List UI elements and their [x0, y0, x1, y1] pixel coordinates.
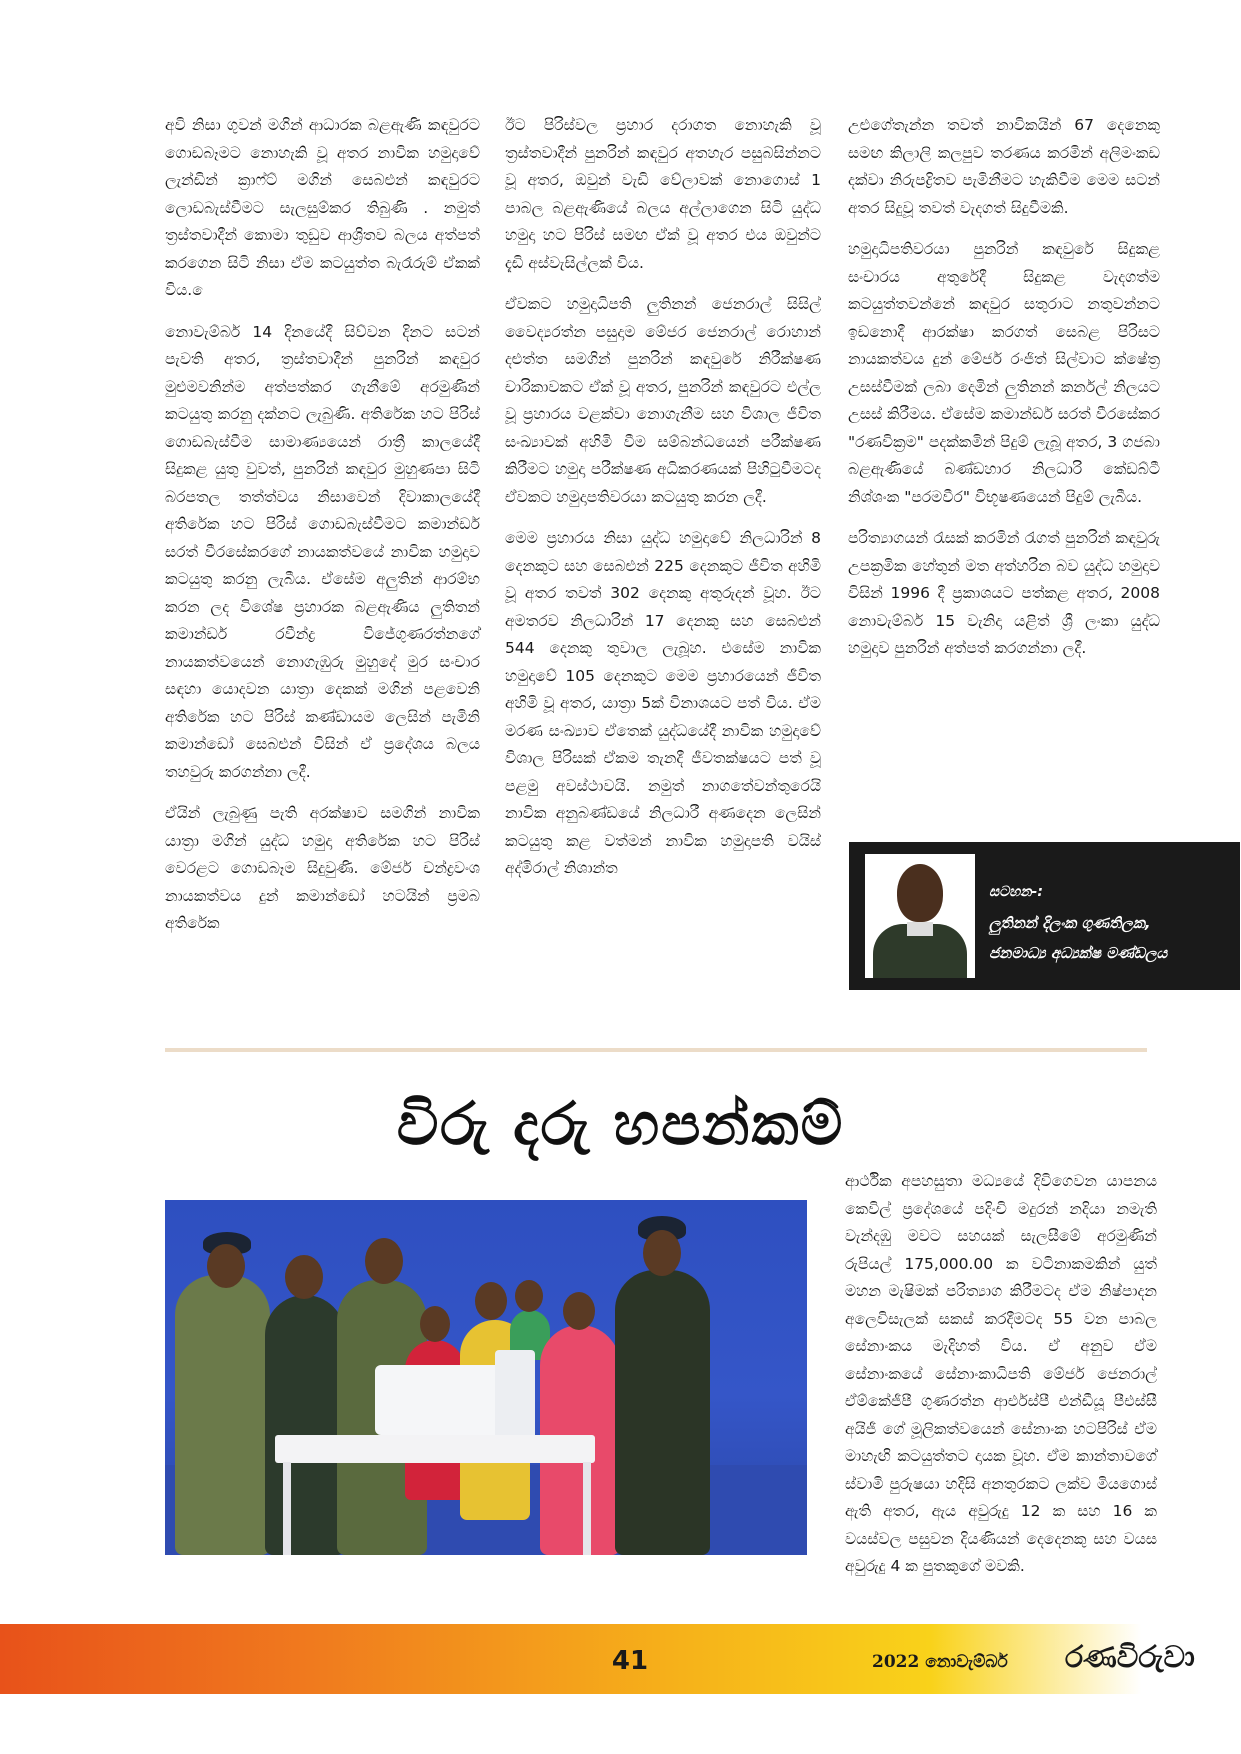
author-organization: ජනමාධ්‍ය අධ්‍යක්ෂ මණ්ඩලය — [989, 944, 1168, 962]
paragraph: ඒවකට හමුදාධිපති ලුතිනන් ජෙනරාල් සිසිල් වෛද්‍යරත්න පසුදාම මේජර ජෙනරාල් රොහාන් දළුත්ත සමගින් පුනරින් කඳවුරේ නිරීක්ෂණ චාරිකාවකට ඒක් වූ අතර, පුනරින් කඳවුරට එල්ල වූ ප්‍රහාරය වළක්වා නොගැනීම සහ විශාල ජීවිත සංඛ්‍යාවක් අහිමි වීම සම්බන්ධයෙන් පරීක්ෂණ කිරීමට හමුදා පරීක්ෂණ අධිකරණයක් පිහිටුවීමටද ඒවකට හමුදාපතිවරයා කටයුතු කරන ලදී. — [505, 295, 821, 506]
figure-head — [420, 1306, 450, 1342]
donation-photo — [165, 1200, 807, 1555]
figure-head — [207, 1244, 245, 1288]
caption-label: සටහන-: — [989, 884, 1043, 900]
article-column-1 — [165, 112, 480, 952]
paragraph: ආර්ථික අපහසුතා මධ්‍යයේ දිවිගෙවන යාපනය කෙවිල් ප්‍රදේශයේ පදිංචි මදුරන් නදියා නමැති වැන්දඹු මවට සහයක් සැලසීමේ අරමුණින් රුපියල් 175,000.00 ක වටිනාකමකින් යුත් මහන මැෂිමක් පරිත්‍යාග කිරීමටද ඒම නිෂ්පාදන අලෙවිසැලක් සකස් කරදීමටද 55 වන පාබල සේනාංකය මැදිහත් විය. ඒ අනුව ඒම සේනාංකයේ සේනාංකාධිපති මේජර් ජෙනරාල් ඒම්කේජීපී ගුණරත්න ආර්එස්පී එන්ඩීයූ පීඑස්සී අයිජී ගේ මූලිකත්වයෙන් සේනාංක හටපිරිස් ඒම මාහැඟි කටයුත්තට දායක වූහ. ඒම කාන්තාවගේ ස්වාමි පුරුෂයා හදිසි අනතුරකට ලක්ව මියගොස් ඇති අතර, ඇය අවුරුදු 12 ක සහ 16 ක වයස්වල පසුවන දියණියන් දෙදෙනකු සහ වයස අවුරුදු 4 ක පුතකුගේ මවකි. — [845, 1172, 1157, 1575]
section-divider — [165, 1048, 1147, 1052]
figure-soldier — [615, 1270, 710, 1555]
figure-head — [285, 1255, 323, 1299]
article-column-4 — [845, 1168, 1157, 1595]
author-caption-box — [849, 842, 1240, 990]
figure-head — [475, 1282, 507, 1320]
figure-soldier — [265, 1295, 345, 1555]
issue-date: 2022 නොවැම්බර් — [872, 1652, 1008, 1672]
paragraph: ඒයින් ලැබුණු පැති අරක්ෂාව සමගින් නාවික යාත්‍රා මගින් යුද්ධ හමුදා අතිරේක හට පිරිස් වෙරළට ගොඩබෑම සිදුවුණි. මේජර් චන්ද්‍රවංශ නායකත්වය දුන් කමාන්ඩෝ හටයින් ප්‍රමබ අතිරේක — [165, 804, 480, 932]
paragraph: පරිත්‍යාගයන් රැසක් කරමින් රැගත් පුනරින් කඳවුරු උපක්‍රමික හේතුන් මත අත්හරින බව යුද්ධ හමුදාව විසින් 1996 දී ප්‍රකාශයට පත්කළ අතර, 2008 නොවැම්බර් 15 වැනිදා යළිත් ශ්‍රී ලංකා යුද්ධ හමුදාව පුනරින් අත්පත් කරගන්නා ලදී. — [848, 529, 1160, 657]
article-headline: විරු දරු හපන්කම් — [396, 1090, 845, 1158]
figure-soldier — [175, 1275, 270, 1555]
paragraph: හමුදාධිපතිවරයා පුනරින් කඳවුරේ සිදුකළ සංචාරය අතුරේදී සිදුකළ වැදගත්ම කටයුත්තවන්නේ කඳවුර සතුරාට නතුවන්නට ඉඩනොදී ආරක්ෂා කරගත් සෙබළ පිරිසට නායකත්වය දුන් මේජර් රංජිත් සිල්වාට ක්ෂේත්‍ර උසස්වීමක් ලබා දෙමින් ලුතිනන් කර්නල් නිලයට උසස් කිරීමය. ඒසේම කමාන්ඩර් සරත් වීරසේකර "රණවික්‍රම" පදක්කමින් පිදුම් ලැබූ අතර, 3 ගජබා බළඇණියේ බණ්ඩහාර නිලධාරි කේඩබ්ටී නිශ්ශංක "පරමවීර" විභූෂණයෙන් පිදුම් ලැබීය. — [848, 240, 1160, 506]
paragraph: මෙම ප්‍රහාරය නිසා යුද්ධ හමුදාවේ නිලධාරින් 8 දෙනකුට සහ සෙබළුන් 225 දෙනකුට ජීවිත අහිමි වූ අතර තවත් 302 දෙනකු අතුරුදන් වූහ. ඊට අමතරව නිලධාරින් 17 දෙනකු සහ සෙබළුන් 544 දෙනකු තුවාල ලැබූහ. එසේම නාවික හමුදාවේ 105 දෙනකුට මෙම ප්‍රහාරයෙන් ජීවිත අහිමි වූ අතර, යාත්‍රා 5ක් විනාශයට පත් විය. ඒම මරණ සංඛ්‍යාව ඒතෙක් යුද්ධයේදී නාවික හමුදාවේ විශාල පිරිසක් ඒකම තැනදී ජීවතක්ෂයට පත් වූ පළමු අවස්ථාවයි. නමුත් නාගතේවන්තුරෙයි නාවික අනුබණ්ඩයේ නිලධාරී අණදෙන ලෙසින් කටයුතු කළ වත්මන් නාවික හමුදාපති වයිස් අද්මිරාල් නිශාන්ත — [505, 529, 821, 877]
paragraph: නොවැම්බර් 14 දිනයේදී සිව්වන දිනට සටන් පැවති අතර, ත්‍රස්තවාදීන් පුනරින් කඳවුර මුළුමවනින්ම අත්පත්කර ගැනීමේ අරමුණින් කටයුතු කරනු දක්නට ලැබුණි. අතිරේක හට පිරිස් ගොඩබැස්වීම සාමාණ්‍යයෙන් රාත්‍රී කාලයේදී සිදුකළ යුතු වුවත්, පුනරින් කඳවුර මුහුණපා සිටි බරපතල තත්ත්වය නිසාවෙන් දිවාකාලයේදී අතිරේක හට පිරිස් ගොඩබැස්වීමට කමාන්ඩර් සරත් වීරසේකරගේ නායකත්වයේ නාවික හමුදාව කටයුතු කරනු ලැබීය. ඒසේම අලුතින් ආරම්භ කරන ලද විශේෂ ප්‍රහාරක බළඇණිය ලුතිතන් කමාන්ඩර් රවීන්ද්‍ර විජේගුණරත්නගේ නායකත්වයෙන් නොගැඹුරු මුහුදේ මුර සංචාර සඳහා යොදවන යාත්‍රා දෙකක් මගින් පළවෙනි අතිරේක හට පිරිස් කණ්ඩායම ලෙසින් පැමිනි කමාන්ඩෝ සෙබළුන් විසින් ඒ ප්‍රදේශය බලය තහවුරු කරගන්නා ලදී. — [165, 322, 480, 781]
sewing-machine-arm — [495, 1350, 535, 1440]
author-portrait — [865, 854, 975, 978]
sewing-table — [275, 1435, 595, 1463]
figure-head — [515, 1280, 543, 1312]
figure-head — [365, 1238, 403, 1284]
portrait-collar — [907, 922, 933, 936]
article-column-2 — [505, 112, 821, 897]
article-column-3 — [848, 112, 1160, 677]
magazine-brand: රණවිරුවා — [1065, 1640, 1195, 1675]
page-number: 41 — [611, 1646, 649, 1676]
figure-head — [563, 1292, 595, 1330]
paragraph: ඊට පිරිස්වල ප්‍රහාර දරාගත නොහැකි වූ ත්‍රස්තවාදීන් පුනරින් කඳවුර අතහැර පසුබසින්නට වූ අතර, ඔවුන් වැඩි වේලාවක් නොගොස් 1 පාබල බළඇණියේ බලය අල්ලාගෙන සිටි යුද්ධ හමුදා හට පිරිස් සමඟ ඒක් වූ අතර එය ඔවුන්ට දැඩි අස්වැසිල්ලක් විය. — [505, 116, 821, 272]
portrait-head — [897, 864, 943, 922]
paragraph: උළුගේතැන්න තවත් නාවිකයින් 67 දෙනෙකු සමඟ කිලාලි කලපුව තරණය කරමින් අලිමංකඩ දක්වා නිරුපද්‍රිතව පැමිනීමට හැකිවීම මෙම සටන් අතර සිදුවූ තවත් වැදගත් සිදුවීමකි. — [848, 116, 1160, 217]
table-leg — [583, 1462, 591, 1555]
figure-head — [643, 1230, 681, 1276]
paragraph: අවි නිසා ගුවන් මගින් ආධාරක බළඇණි කඳවුරට ගොඩබෑමට නොහැකි වූ අතර නාවික හමුදාවේ ලැන්ඩින් ක්‍රාෆ්ට් මගින් සෙබළුන් කඳවුරට ලොඩබැස්වීමට සැලසුම්කර තිබුණි . නමුත් ත්‍රස්තවාදීන් කොමා තුඩුව ආශ්‍රිතව බලය අත්පත් කරගෙන සිටි නිසා ඒම කටයුත්ත බැරෑරුම් ඒකක් විය. ෙ — [165, 116, 480, 299]
table-leg — [283, 1462, 291, 1555]
author-name: ලුතිනන් දිලංක ගුණතිලක, — [989, 914, 1151, 932]
